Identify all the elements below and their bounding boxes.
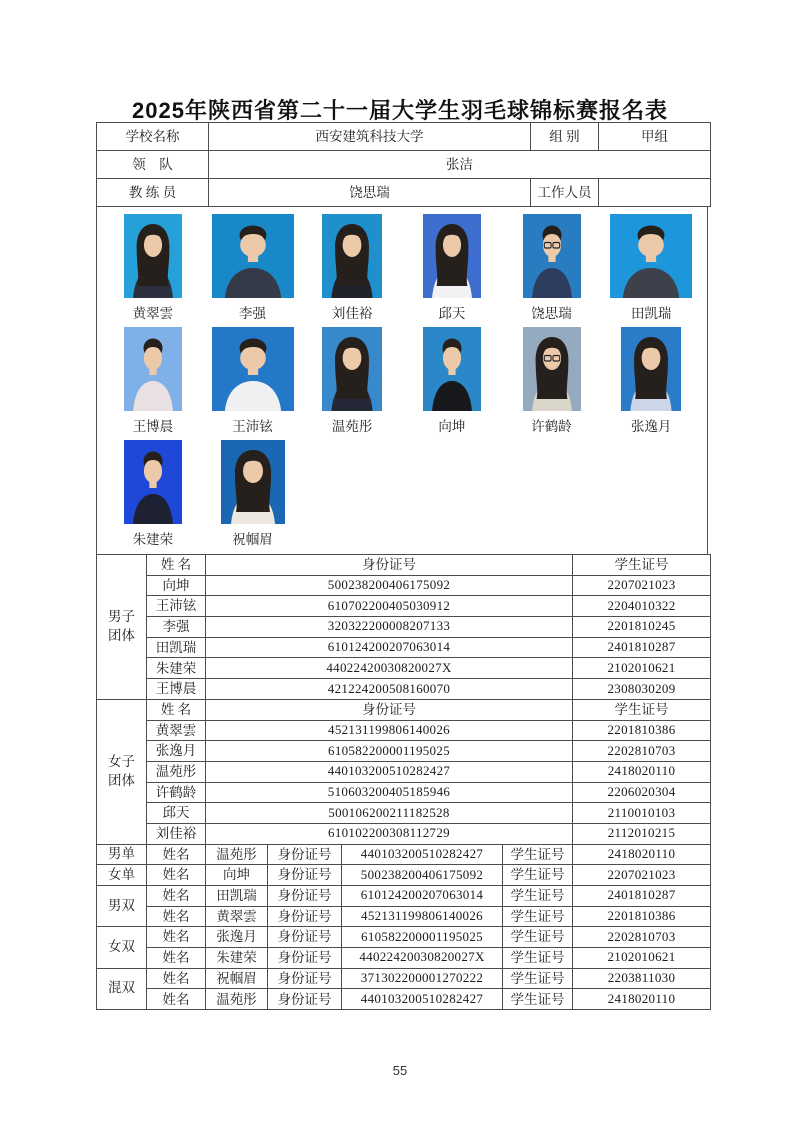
event-sid-cell: 2207021023 [573,865,711,886]
team-player-row [97,720,711,741]
event-player-row [97,865,711,886]
member-photo [212,214,294,298]
event-player-row [97,886,711,907]
event-sid-cell: 2203811030 [573,968,711,989]
member-photo-name: 祝帼眉 [232,532,273,547]
member-photo [423,214,481,298]
event-player-name-cell: 张逸月 [206,927,268,948]
photo-card [103,214,203,327]
team-section-label: 女子团体 [97,699,147,844]
photo-card [103,327,203,440]
event-id-cell: 440103200510282427 [342,844,503,865]
event-sid-label-cell: 学生证号 [503,844,573,865]
event-name-label-cell: 姓名 [147,968,206,989]
event-id-label-cell: 身份证号 [268,989,342,1010]
event-id-cell: 371302200001270222 [342,968,503,989]
photo-row [103,327,701,440]
photo-card [402,327,502,440]
event-player-name-cell: 朱建荣 [206,948,268,969]
events-table [96,844,711,1011]
photo-card [203,214,303,327]
player-id-cell: 510603200405185946 [206,782,573,803]
event-label-cell: 男双 [97,886,147,927]
player-name-cell: 邱天 [147,803,206,824]
member-photo-name: 温苑彤 [331,419,373,434]
photo-card [203,327,303,440]
team-player-row [97,658,711,679]
event-sid-cell: 2401810287 [573,886,711,907]
event-sid-cell: 2202810703 [573,927,711,948]
member-photo [221,440,285,524]
event-id-label-cell: 身份证号 [268,844,342,865]
group-value: 甲组 [599,123,711,151]
school-name-label: 学校名称 [97,123,209,151]
event-sid-cell: 2102010621 [573,948,711,969]
event-sid-label-cell: 学生证号 [503,968,573,989]
team-section-label: 男子团体 [97,555,147,700]
photo-card [203,440,303,553]
member-photo [124,440,182,524]
player-name-cell: 张逸月 [147,741,206,762]
team-header-row [97,699,711,720]
player-id-cell: 500238200406175092 [206,575,573,596]
player-name-cell: 王沛铉 [147,596,206,617]
member-photo-name: 王博晨 [132,419,174,434]
event-id-label-cell: 身份证号 [268,865,342,886]
table-row [97,151,711,179]
staff-label: 工作人员 [531,179,599,207]
player-id-cell: 610124200207063014 [206,637,573,658]
event-player-name-cell: 祝帼眉 [206,968,268,989]
event-id-label-cell: 身份证号 [268,927,342,948]
school-name-value: 西安建筑科技大学 [209,123,531,151]
player-sid-cell: 2206020304 [573,782,711,803]
event-name-label-cell: 姓名 [147,865,206,886]
event-player-name-cell: 黄翠雲 [206,906,268,927]
photo-row [103,214,701,327]
event-sid-label-cell: 学生证号 [503,886,573,907]
member-photo-name: 刘佳裕 [331,306,373,321]
player-sid-cell: 2201810386 [573,720,711,741]
member-photo-name: 邱天 [438,306,466,321]
event-player-name-cell: 向坤 [206,865,268,886]
event-player-row [97,844,711,865]
event-id-cell: 452131199806140026 [342,906,503,927]
event-name-label-cell: 姓名 [147,906,206,927]
coach-value: 饶思瑞 [209,179,531,207]
coach-label: 教 练 员 [97,179,209,207]
event-name-label-cell: 姓名 [147,844,206,865]
member-photo-name: 王沛铉 [232,419,273,434]
event-label-cell: 混双 [97,968,147,1009]
player-sid-cell: 2112010215 [573,823,711,844]
player-sid-cell: 2204010322 [573,596,711,617]
player-id-cell: 610102200308112729 [206,823,573,844]
player-name-cell: 向坤 [147,575,206,596]
event-id-cell: 44022420030820027X [342,948,503,969]
event-player-name-cell: 温苑彤 [206,844,268,865]
team-player-row [97,761,711,782]
event-label-cell: 女单 [97,865,147,886]
event-sid-cell: 2418020110 [573,989,711,1010]
event-id-cell: 610124200207063014 [342,886,503,907]
player-name-cell: 李强 [147,617,206,638]
team-player-row [97,575,711,596]
team-player-row [97,617,711,638]
member-photo [523,214,581,298]
event-sid-label-cell: 学生证号 [503,948,573,969]
player-name-cell: 温苑彤 [147,761,206,782]
team-player-row [97,803,711,824]
team-player-row [97,679,711,700]
member-photo-name: 许鹤龄 [531,419,572,434]
member-photo [523,327,581,411]
member-photo [621,327,681,411]
col-header-name: 姓 名 [147,699,206,720]
member-photo-name: 饶思瑞 [531,306,572,321]
player-id-cell: 440103200510282427 [206,761,573,782]
staff-value [599,179,711,207]
member-photo [322,214,382,298]
photo-card [302,214,402,327]
player-name-cell: 刘佳裕 [147,823,206,844]
event-id-label-cell: 身份证号 [268,968,342,989]
page-title: 2025年陕西省第二十一届大学生羽毛球锦标赛报名表 [132,98,668,123]
table-row [97,123,711,151]
photo-card [502,214,602,327]
col-header-sid: 学生证号 [573,699,711,720]
member-photo [423,327,481,411]
team-player-row [97,782,711,803]
member-photo [322,327,382,411]
player-sid-cell: 2207021023 [573,575,711,596]
event-name-label-cell: 姓名 [147,948,206,969]
player-id-cell: 452131199806140026 [206,720,573,741]
table-row [97,179,711,207]
player-id-cell: 610582200001195025 [206,741,573,762]
member-photo-name: 黄翠雲 [132,306,174,321]
team-leader-value: 张洁 [209,151,711,179]
event-id-cell: 500238200406175092 [342,865,503,886]
player-sid-cell: 2401810287 [573,637,711,658]
event-sid-label-cell: 学生证号 [503,906,573,927]
member-photo [124,214,182,298]
member-photo-name: 田凯瑞 [630,306,672,321]
player-sid-cell: 2201810245 [573,617,711,638]
photo-slot-empty [601,440,701,553]
col-header-name: 姓 名 [147,555,206,576]
member-photo-name: 向坤 [438,419,466,434]
photo-slot-empty [502,440,602,553]
photo-card [601,214,701,327]
event-label-cell: 女双 [97,927,147,968]
event-player-row [97,968,711,989]
event-player-name-cell: 田凯瑞 [206,886,268,907]
player-sid-cell: 2102010621 [573,658,711,679]
photo-row [103,440,701,553]
photo-slot-empty [402,440,502,553]
event-sid-cell: 2201810386 [573,906,711,927]
member-photo [124,327,182,411]
team-roster-table [96,554,711,845]
event-player-row [97,906,711,927]
photo-card [302,327,402,440]
player-sid-cell: 2308030209 [573,679,711,700]
event-name-label-cell: 姓名 [147,886,206,907]
event-sid-cell: 2418020110 [573,844,711,865]
player-sid-cell: 2202810703 [573,741,711,762]
team-player-row [97,741,711,762]
member-photo-name: 张逸月 [630,419,672,434]
team-player-row [97,823,711,844]
team-header-row [97,555,711,576]
player-id-cell: 500106200211182528 [206,803,573,824]
event-id-cell: 610582200001195025 [342,927,503,948]
player-sid-cell: 2418020110 [573,761,711,782]
player-name-cell: 黄翠雲 [147,720,206,741]
player-id-cell: 421224200508160070 [206,679,573,700]
member-photo [212,327,294,411]
event-id-label-cell: 身份证号 [268,886,342,907]
team-leader-label: 领 队 [97,151,209,179]
event-id-label-cell: 身份证号 [268,948,342,969]
event-player-name-cell: 温苑彤 [206,989,268,1010]
event-id-cell: 440103200510282427 [342,989,503,1010]
photo-card [601,327,701,440]
player-id-cell: 44022420030820027X [206,658,573,679]
member-photo-name: 李强 [239,306,266,321]
header-info-table [96,122,711,207]
player-id-cell: 320322200008207133 [206,617,573,638]
event-sid-label-cell: 学生证号 [503,989,573,1010]
member-photo [610,214,692,298]
photo-card [402,214,502,327]
event-player-row [97,927,711,948]
photo-slot-empty [302,440,402,553]
event-player-row [97,948,711,969]
player-name-cell: 朱建荣 [147,658,206,679]
event-name-label-cell: 姓名 [147,989,206,1010]
group-label: 组 别 [531,123,599,151]
photo-card [103,440,203,553]
player-name-cell: 田凯瑞 [147,637,206,658]
player-name-cell: 许鹤龄 [147,782,206,803]
event-name-label-cell: 姓名 [147,927,206,948]
player-id-cell: 610702200405030912 [206,596,573,617]
event-label-cell: 男单 [97,844,147,865]
event-id-label-cell: 身份证号 [268,906,342,927]
player-name-cell: 王博晨 [147,679,206,700]
form-table [96,122,710,1010]
photo-grid [96,207,708,555]
photo-card [502,327,602,440]
event-player-row [97,989,711,1010]
event-sid-label-cell: 学生证号 [503,865,573,886]
event-sid-label-cell: 学生证号 [503,927,573,948]
team-player-row [97,596,711,617]
col-header-id: 身份证号 [206,699,573,720]
page-number: 55 [392,1063,408,1078]
player-sid-cell: 2110010103 [573,803,711,824]
col-header-id: 身份证号 [206,555,573,576]
member-photo-name: 朱建荣 [132,532,174,547]
col-header-sid: 学生证号 [573,555,711,576]
team-player-row [97,637,711,658]
